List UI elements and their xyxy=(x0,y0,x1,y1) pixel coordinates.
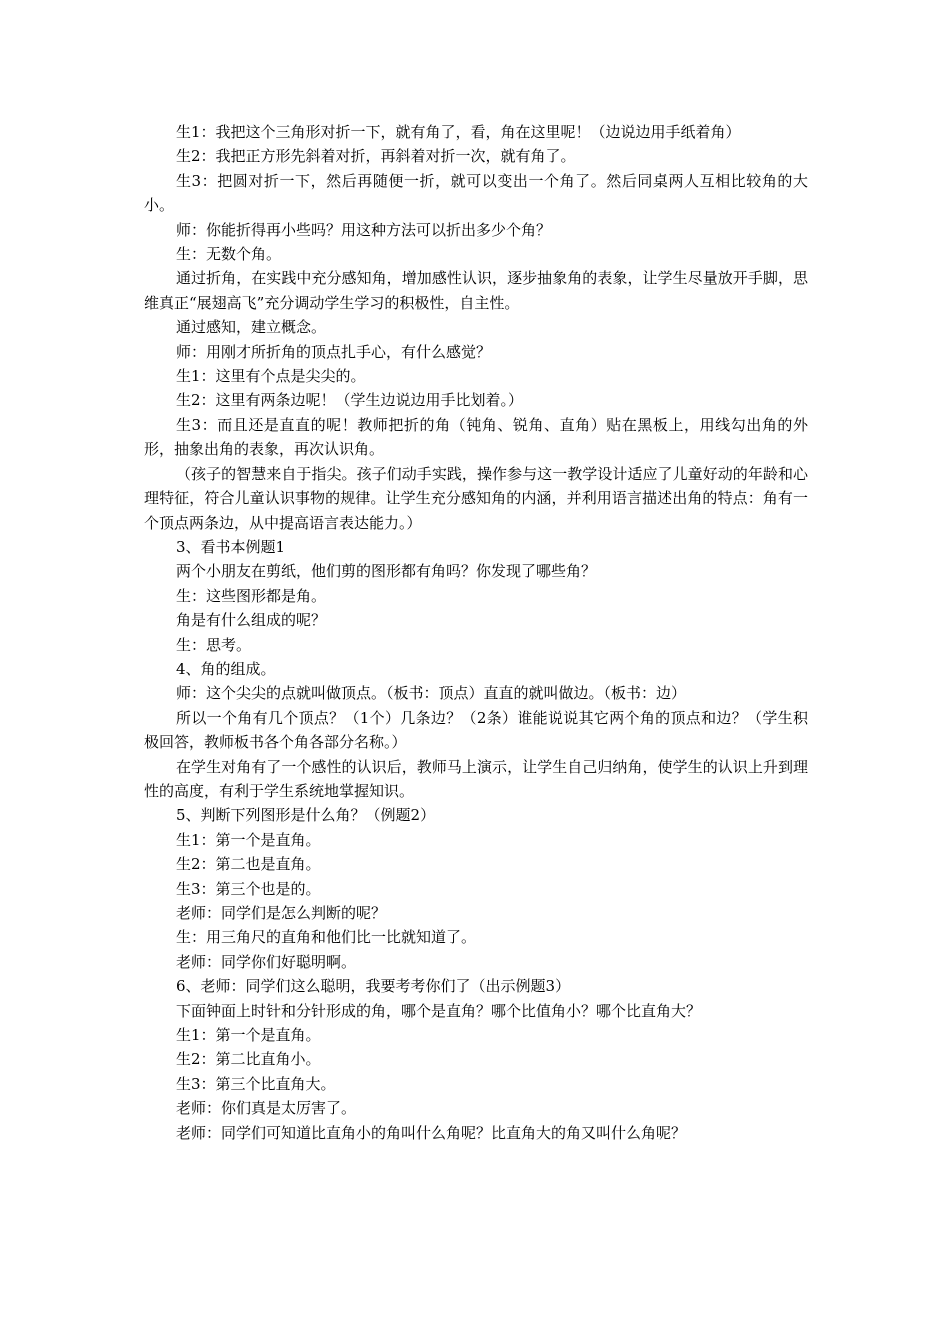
section-heading: 4、角的组成。 xyxy=(176,659,276,678)
paragraph: 生2：这里有两条边呢！（学生边说边用手比划着。） xyxy=(176,391,524,410)
paragraph: 生3：而且还是直直的呢！教师把折的角（钝角、锐角、直角）贴在黑板上，用线勾出角的外形，抽象出角的表象，再次认识角。 xyxy=(144,415,808,459)
paragraph: 生：无数个角。 xyxy=(176,245,282,264)
paragraph: 老师：你们真是太厉害了。 xyxy=(176,1099,357,1118)
paragraph: 在学生对角有了一个感性的认识后，教师马上演示，让学生自己归纳角，使学生的认识上升到理性的高度，有利于学生系统地掌握知识。 xyxy=(144,757,808,800)
paragraph: 生：思考。 xyxy=(176,635,252,654)
paragraph: 生1：第一个是直角。 xyxy=(176,1026,321,1045)
paragraph: 生3：把圆对折一下，然后再随便一折，就可以变出一个角了。然后同桌两人互相比较角的大小。 xyxy=(144,171,808,215)
paragraph: 生2：第二比直角小。 xyxy=(176,1050,321,1069)
paragraph: 生：这些图形都是角。 xyxy=(176,586,327,605)
paragraph: 通过感知，建立概念。 xyxy=(176,318,327,337)
paragraph: 生1：我把这个三角形对折一下，就有角了，看，角在这里呢！（边说边用手纸着角） xyxy=(176,123,741,141)
paragraph: 角是有什么组成的呢？ xyxy=(176,611,327,630)
paragraph: 老师：同学你们好聪明啊。 xyxy=(176,952,357,971)
paragraph: 两个小朋友在剪纸，他们剪的图形都有角吗？你发现了哪些角？ xyxy=(176,562,597,581)
paragraph: 生2：我把正方形先斜着对折，再斜着对折一次，就有角了。 xyxy=(176,147,576,166)
paragraph: 下面钟面上时针和分针形成的角，哪个是直角？哪个比值角小？哪个比直角大？ xyxy=(176,1001,702,1020)
paragraph: 老师：同学们可知道比直角小的角叫什么角呢？比直角大的角又叫什么角呢？ xyxy=(176,1123,687,1142)
document-page xyxy=(144,120,808,1145)
paragraph: 师：这个尖尖的点就叫做顶点。（板书：顶点）直直的就叫做边。（板书：边） xyxy=(176,684,687,703)
paragraph: 生1：这里有个点是尖尖的。 xyxy=(176,367,366,386)
paragraph: 师：用刚才所折角的顶点扎手心，有什么感觉？ xyxy=(176,342,492,361)
paragraph: 通过折角，在实践中充分感知角，增加感性认识，逐步抽象角的表象，让学生尽量放开手脚，思维真正“展翅高飞”充分调动学生学习的积极性，自主性。 xyxy=(144,269,808,312)
paragraph: 生：用三角尺的直角和他们比一比就知道了。 xyxy=(176,928,477,947)
paragraph: （孩子的智慧来自于指尖。孩子们动手实践，操作参与这一教学设计适应了儿童好动的年龄和心理特征，符合儿童认识事物的规律。让学生充分感知角的内涵，并利用语言描述出角的特点：角有一个顶点两条边，从中提高语言表达能力。） xyxy=(144,464,808,532)
paragraph: 生3：第三个比直角大。 xyxy=(176,1074,336,1093)
paragraph: 生3：第三个也是的。 xyxy=(176,879,321,898)
paragraph: 老师：同学们是怎么判断的呢？ xyxy=(176,904,387,922)
paragraph: 师：你能折得再小些吗？用这种方法可以折出多少个角？ xyxy=(176,220,552,239)
paragraph: 生2：第二也是直角。 xyxy=(176,855,321,874)
paragraph: 生1：第一个是直角。 xyxy=(176,830,321,849)
section-heading: 3、看书本例题1 xyxy=(176,537,286,556)
section-heading: 5、判断下列图形是什么角？（例题2） xyxy=(176,806,436,825)
section-heading: 6、老师：同学们这么聪明，我要考考你们了（出示例题3） xyxy=(176,977,571,996)
paragraph: 所以一个角有几个顶点？（1个）几条边？（2条）谁能说说其它两个角的顶点和边？（学生积极回答，教师板书各个角各部分名称。） xyxy=(144,708,808,752)
